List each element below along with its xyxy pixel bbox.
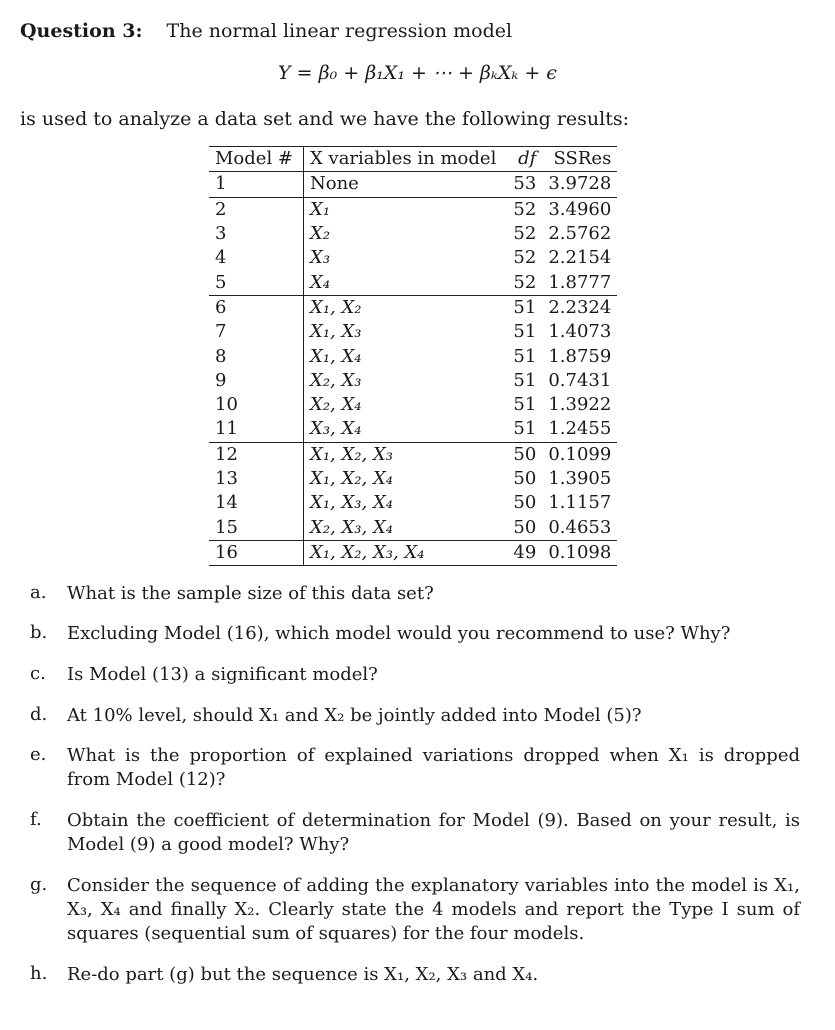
- cell-df: 51: [513, 369, 537, 391]
- question-text: At 10% level, should X₁ and X₂ be jointly added into Model (5)?: [67, 705, 642, 726]
- table-row: [209, 295, 617, 320]
- table-row: [209, 246, 617, 270]
- question-item-g: [30, 874, 800, 946]
- cell-df: 52: [513, 198, 537, 220]
- cell-model: 3: [209, 222, 304, 246]
- table-row: [209, 467, 617, 491]
- cell-df: 51: [513, 296, 537, 318]
- question-letter: e.: [30, 744, 47, 765]
- table-row: [209, 540, 617, 565]
- cell-model: 15: [209, 515, 304, 540]
- cell-vars: X₁, X₂, X₃: [310, 443, 393, 465]
- cell-model: 9: [209, 369, 304, 393]
- cell-df: 52: [502, 270, 542, 295]
- question-item-h: [30, 963, 800, 987]
- cell-ssres: 0.1098: [548, 541, 612, 563]
- question-title: The normal linear regression model: [166, 20, 513, 42]
- question-item-c: [30, 663, 800, 687]
- question-item-a: [30, 582, 800, 606]
- table-row: [209, 222, 617, 246]
- cell-vars: X₁, X₃: [310, 321, 362, 343]
- cell-model: 13: [209, 467, 304, 491]
- question-text: What is the sample size of this data set?: [67, 583, 434, 604]
- question-item-e: [30, 744, 800, 792]
- question-letter: b.: [30, 622, 48, 643]
- results-table: [209, 146, 617, 566]
- cell-ssres: 1.3905: [548, 468, 612, 489]
- col-header-model: Model #: [209, 147, 304, 172]
- cell-ssres: 3.9728: [542, 172, 617, 197]
- question-text: Obtain the coefficient of determination for Model (9). Based on your result, is Model (9) a good model? Why?: [67, 810, 800, 855]
- cell-df: 53: [502, 172, 542, 197]
- cell-ssres: 1.3922: [548, 394, 612, 416]
- cell-df: 52: [513, 247, 537, 269]
- cell-vars: X₁: [310, 198, 331, 220]
- table-header-row: [209, 147, 617, 172]
- col-header-df: df: [502, 147, 542, 172]
- cell-model: 1: [209, 172, 304, 197]
- table-row: [209, 491, 617, 515]
- cell-vars: X₂, X₃, X₄: [304, 515, 503, 540]
- cell-df: 51: [513, 321, 537, 343]
- question-letter: a.: [30, 582, 47, 603]
- question-header: [20, 20, 512, 42]
- cell-vars: X₁, X₄: [310, 345, 362, 367]
- cell-model: 8: [209, 344, 304, 368]
- question-label: Question 3:: [20, 20, 143, 42]
- table-row: [209, 442, 617, 467]
- question-text: Re-do part (g) but the sequence is X₁, X₂, X₃ and X₄.: [67, 964, 539, 985]
- question-text: Excluding Model (16), which model would you recommend to use? Why?: [67, 623, 731, 644]
- cell-df: 51: [513, 345, 537, 367]
- table-row: [209, 320, 617, 344]
- cell-df: 51: [502, 417, 542, 442]
- cell-vars: X₁, X₃, X₄: [310, 492, 393, 514]
- table-row: [209, 172, 617, 197]
- cell-vars: X₃: [310, 247, 331, 269]
- table-row: [209, 417, 617, 442]
- cell-df: 50: [513, 443, 537, 465]
- cell-vars: X₂, X₄: [310, 394, 362, 416]
- cell-ssres: 1.4073: [548, 321, 612, 343]
- cell-ssres: 1.8777: [542, 270, 617, 295]
- cell-model: 14: [209, 491, 304, 515]
- table-row: [209, 344, 617, 368]
- regression-equation: Y = β₀ + β₁X₁ + ⋯ + βₖXₖ + ϵ: [278, 62, 557, 84]
- table-row: [209, 270, 617, 295]
- cell-df: 50: [502, 515, 542, 540]
- cell-vars: X₁, X₂: [310, 296, 362, 318]
- col-header-vars: X variables in model: [304, 147, 503, 172]
- cell-model: 11: [209, 417, 304, 442]
- cell-df: 50: [513, 468, 537, 489]
- table-row: [209, 515, 617, 540]
- cell-ssres: 1.2455: [542, 417, 617, 442]
- cell-model: 12: [209, 442, 304, 467]
- question-text: Is Model (13) a significant model?: [67, 664, 378, 685]
- cell-df: 52: [513, 223, 537, 245]
- table-row: [209, 369, 617, 393]
- cell-model: 6: [209, 295, 304, 320]
- table-row: [209, 393, 617, 417]
- question-item-f: [30, 809, 800, 857]
- question-letter: c.: [30, 663, 46, 684]
- cell-ssres: 0.7431: [548, 369, 612, 391]
- cell-vars: X₂, X₃: [310, 369, 362, 391]
- cell-vars: X₁, X₂, X₄: [310, 468, 393, 489]
- cell-ssres: 1.8759: [548, 345, 612, 367]
- cell-ssres: 2.2154: [548, 247, 612, 269]
- question-letter: f.: [30, 809, 42, 830]
- cell-ssres: 0.4653: [542, 515, 617, 540]
- cell-model: 5: [209, 270, 304, 295]
- cell-vars: None: [304, 172, 503, 197]
- question-letter: d.: [30, 704, 48, 725]
- cell-model: 16: [209, 540, 304, 565]
- cell-ssres: 1.1157: [548, 492, 612, 514]
- cell-ssres: 3.4960: [548, 198, 612, 220]
- cell-model: 4: [209, 246, 304, 270]
- question-item-d: [30, 704, 800, 728]
- cell-model: 7: [209, 320, 304, 344]
- intro-text: is used to analyze a data set and we have the following results:: [20, 108, 630, 130]
- cell-vars: X₁, X₂, X₃, X₄: [310, 541, 425, 563]
- cell-model: 2: [209, 197, 304, 222]
- cell-df: 49: [513, 541, 537, 563]
- question-item-b: [30, 622, 800, 646]
- cell-ssres: 0.1099: [548, 443, 612, 465]
- cell-df: 50: [513, 492, 537, 514]
- cell-model: 10: [209, 393, 304, 417]
- cell-ssres: 2.2324: [548, 296, 612, 318]
- table-row: [209, 197, 617, 222]
- question-letter: h.: [30, 963, 48, 984]
- question-letter: g.: [30, 874, 48, 895]
- cell-vars: X₄: [304, 270, 503, 295]
- question-text: Consider the sequence of adding the explanatory variables into the model is X₁, X₃, X₄ and finally X₂. Clearly state the 4 models and report the Type I sum of squares (sequential sum of squares) for the four models.: [67, 875, 800, 944]
- cell-ssres: 2.5762: [548, 223, 612, 245]
- col-header-ssres: SSRes: [542, 147, 617, 172]
- question-text: What is the proportion of explained variations dropped when X₁ is dropped from Model (12)?: [67, 745, 800, 790]
- cell-vars: X₂: [310, 223, 331, 245]
- cell-vars: X₃, X₄: [304, 417, 503, 442]
- cell-df: 51: [513, 394, 537, 416]
